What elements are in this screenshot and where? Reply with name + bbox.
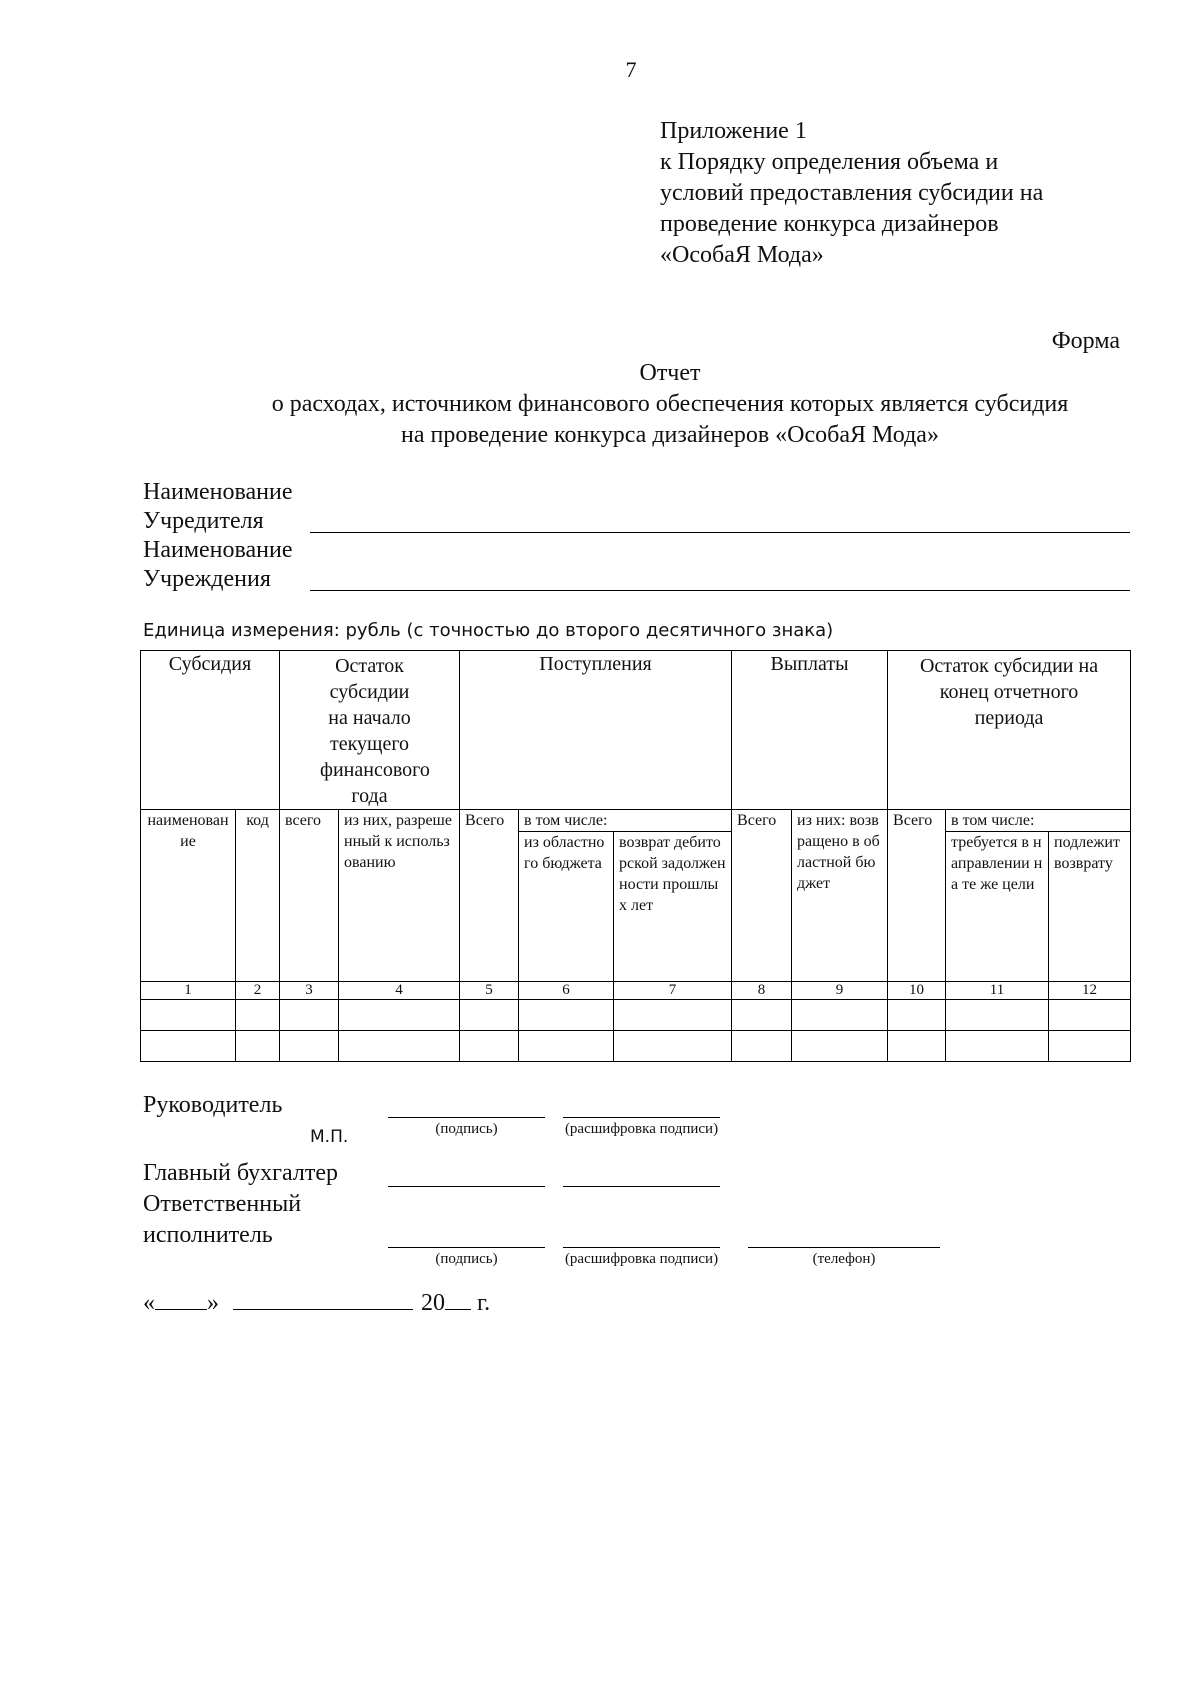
table-row bbox=[141, 1000, 1131, 1031]
col-receipts-header: Поступления bbox=[460, 651, 732, 810]
col-balance-end-header: Остаток субсидии на конец отчетного периода bbox=[888, 651, 1131, 810]
table-cell[interactable] bbox=[946, 1031, 1049, 1062]
title-line-1: Отчет bbox=[639, 360, 701, 386]
founder-input-line[interactable] bbox=[310, 532, 1130, 533]
table-cell[interactable] bbox=[1049, 1000, 1131, 1031]
date-line bbox=[143, 1287, 490, 1317]
table-cell[interactable] bbox=[339, 1031, 460, 1062]
date-month-field[interactable] bbox=[233, 1287, 413, 1310]
head-signature-caption: (подпись) bbox=[435, 1121, 498, 1137]
responsible-signature-line[interactable] bbox=[388, 1247, 545, 1248]
column-number: 8 bbox=[732, 982, 792, 1000]
col-payments-header: Выплаты bbox=[732, 651, 888, 810]
table-cell[interactable] bbox=[888, 1031, 946, 1062]
table-cell[interactable] bbox=[141, 1000, 236, 1031]
responsible-label-line: исполнитель bbox=[143, 1222, 273, 1248]
accountant-decode-line[interactable] bbox=[563, 1186, 720, 1187]
founder-label-line: Наименование bbox=[143, 479, 293, 505]
column-number: 2 bbox=[236, 982, 280, 1000]
table-row bbox=[141, 1031, 1131, 1062]
appendix-line: «ОсобаЯ Мода» bbox=[660, 242, 824, 268]
col-total-8-header: Всего bbox=[732, 810, 792, 982]
col-total-5-header: Всего bbox=[460, 810, 519, 982]
responsible-decode-caption: (расшифровка подписи) bbox=[564, 1251, 719, 1267]
header-row-1 bbox=[141, 651, 1131, 810]
table-cell[interactable] bbox=[519, 1000, 614, 1031]
report-title bbox=[0, 358, 1200, 451]
col-regional-header: из областного бюджета bbox=[519, 832, 614, 982]
col-total-10-header: Всего bbox=[888, 810, 946, 982]
table-cell[interactable] bbox=[141, 1031, 236, 1062]
column-numbers-row bbox=[141, 982, 1131, 1000]
table-cell[interactable] bbox=[519, 1031, 614, 1062]
title-line-3: на проведение конкурса дизайнеров «ОсобаЯ Мода» bbox=[401, 422, 939, 448]
head-label: Руководитель bbox=[143, 1092, 283, 1118]
unit-of-measure: Единица измерения: рубль (с точностью до второго десятичного знака) bbox=[143, 620, 834, 641]
col-receivables-header: возврат дебиторской задолженности прошлых лет bbox=[614, 832, 732, 982]
founder-label bbox=[143, 478, 293, 536]
page-number: 7 bbox=[625, 57, 637, 82]
responsible-label-line: Ответственный bbox=[143, 1191, 302, 1217]
column-number: 1 bbox=[141, 982, 236, 1000]
date-year-suffix: г. bbox=[477, 1290, 491, 1316]
appendix-line: Приложение 1 bbox=[660, 118, 807, 144]
column-number: 5 bbox=[460, 982, 519, 1000]
table-cell[interactable] bbox=[792, 1031, 888, 1062]
table-cell[interactable] bbox=[1049, 1031, 1131, 1062]
appendix-line: условий предоставления субсидии на bbox=[660, 180, 1044, 206]
col-subsidy-header: Субсидия bbox=[141, 651, 280, 810]
table-cell[interactable] bbox=[732, 1000, 792, 1031]
appendix-header bbox=[660, 116, 1043, 271]
column-number: 9 bbox=[792, 982, 888, 1000]
institution-input-line[interactable] bbox=[310, 590, 1130, 591]
responsible-signature-caption: (подпись) bbox=[435, 1251, 498, 1267]
table-cell[interactable] bbox=[614, 1031, 732, 1062]
column-number: 4 bbox=[339, 982, 460, 1000]
table-cell[interactable] bbox=[236, 1031, 280, 1062]
header-row-2 bbox=[141, 810, 1131, 832]
col-incl-end-header: в том числе: bbox=[946, 810, 1131, 832]
date-year-field[interactable] bbox=[445, 1287, 471, 1310]
col-name-header: наименование bbox=[141, 810, 236, 982]
col-allowed-header: из них, разрешенный к использованию bbox=[339, 810, 460, 982]
table-cell[interactable] bbox=[792, 1000, 888, 1031]
institution-label-line: Наименование bbox=[143, 537, 293, 563]
table-cell[interactable] bbox=[460, 1000, 519, 1031]
column-number: 3 bbox=[280, 982, 339, 1000]
stamp-place: М.П. bbox=[310, 1127, 349, 1147]
institution-label-line: Учреждения bbox=[143, 566, 271, 592]
table-cell[interactable] bbox=[732, 1031, 792, 1062]
col-returned-header: из них: возвращено в областной бюджет bbox=[792, 810, 888, 982]
report-table bbox=[140, 650, 1131, 1062]
date-close-quote: » bbox=[207, 1290, 219, 1316]
col-needed-header: требуется в направлении на те же цели bbox=[946, 832, 1049, 982]
table-cell[interactable] bbox=[888, 1000, 946, 1031]
col-balance-start-header: Остаток субсидии на начало текущего финансового года bbox=[280, 651, 460, 810]
appendix-line: к Порядку определения объема и bbox=[660, 149, 999, 175]
col-incl-receipts-header: в том числе: bbox=[519, 810, 732, 832]
head-decode-caption: (расшифровка подписи) bbox=[564, 1121, 719, 1137]
col-code-header: код bbox=[236, 810, 280, 982]
institution-label bbox=[143, 536, 293, 594]
date-day-field[interactable] bbox=[155, 1287, 207, 1310]
title-line-2: о расходах, источником финансового обеспечения которых является субсидия bbox=[271, 391, 1069, 417]
table-cell[interactable] bbox=[280, 1000, 339, 1031]
table-cell[interactable] bbox=[339, 1000, 460, 1031]
accountant-signature-line[interactable] bbox=[388, 1186, 545, 1187]
head-decode-line[interactable] bbox=[563, 1117, 720, 1118]
chief-accountant-label: Главный бухгалтер bbox=[143, 1160, 338, 1186]
responsible-decode-line[interactable] bbox=[563, 1247, 720, 1248]
founder-label-line: Учредителя bbox=[143, 508, 264, 534]
table-cell[interactable] bbox=[946, 1000, 1049, 1031]
form-label: Форма bbox=[1051, 328, 1120, 354]
table-cell[interactable] bbox=[614, 1000, 732, 1031]
col-total-3-header: всего bbox=[280, 810, 339, 982]
column-number: 10 bbox=[888, 982, 946, 1000]
responsible-phone-caption: (телефон) bbox=[812, 1251, 876, 1267]
appendix-line: проведение конкурса дизайнеров bbox=[660, 211, 999, 237]
table-cell[interactable] bbox=[236, 1000, 280, 1031]
responsible-label bbox=[143, 1189, 301, 1251]
responsible-phone-line[interactable] bbox=[748, 1247, 940, 1248]
head-signature-line[interactable] bbox=[388, 1117, 545, 1118]
date-year-prefix: 20 bbox=[421, 1290, 445, 1316]
column-number: 6 bbox=[519, 982, 614, 1000]
column-number: 7 bbox=[614, 982, 732, 1000]
table-cell[interactable] bbox=[280, 1031, 339, 1062]
table-cell[interactable] bbox=[460, 1031, 519, 1062]
date-open-quote: « bbox=[143, 1290, 155, 1316]
col-to-return-header: подлежит возврату bbox=[1049, 832, 1131, 982]
column-number: 11 bbox=[946, 982, 1049, 1000]
column-number: 12 bbox=[1049, 982, 1131, 1000]
